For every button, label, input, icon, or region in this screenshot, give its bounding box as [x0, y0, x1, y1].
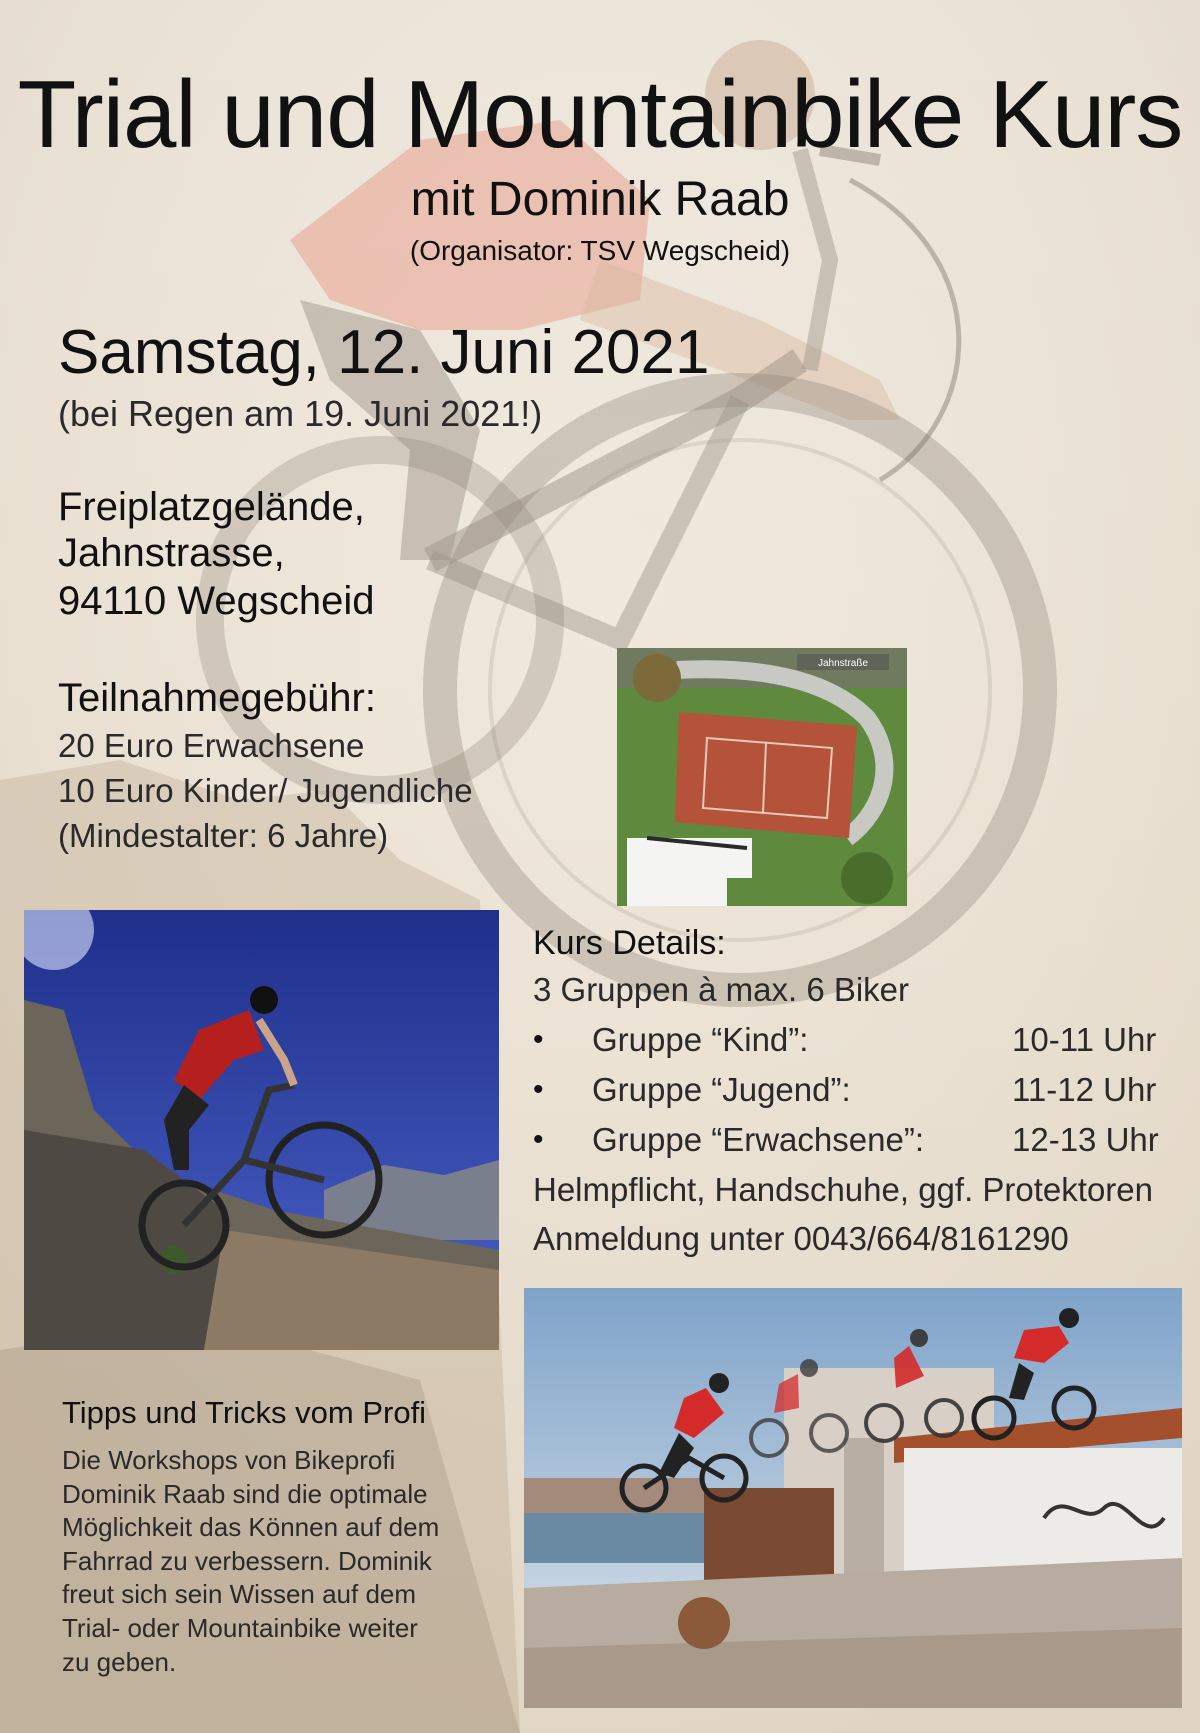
registration-note: Anmeldung unter 0043/664/8161290 — [533, 1220, 1069, 1257]
tips-line: freut sich sein Wissen auf dem — [62, 1579, 417, 1610]
trial-rider-photo — [524, 1288, 1182, 1708]
location-line: 94110 Wegscheid — [58, 579, 375, 623]
group-name: Gruppe “Jugend”: — [592, 1071, 851, 1108]
rain-date-note: (bei Regen am 19. Juni 2021!) — [58, 393, 543, 434]
instructor-subtitle: mit Dominik Raab — [410, 173, 790, 226]
bullet-dot: • — [533, 1073, 544, 1106]
tips-line: zu geben. — [62, 1646, 177, 1677]
tips-line: Möglichkeit das Können auf dem — [62, 1512, 440, 1543]
location-line: Jahnstrasse, — [58, 531, 285, 575]
fee-line: 20 Euro Erwachsene — [58, 727, 365, 764]
organizer-note: (Organisator: TSV Wegscheid) — [409, 235, 791, 266]
mountain-biker-photo — [24, 910, 499, 1350]
fee-line: (Mindestalter: 6 Jahre) — [58, 817, 389, 854]
tips-line: Dominik Raab sind die optimale — [62, 1478, 428, 1509]
group-name: Gruppe “Kind”: — [592, 1021, 809, 1058]
bullet-dot: • — [533, 1023, 544, 1056]
fee-heading: Teilnahmegebühr: — [58, 676, 376, 720]
event-date: Samstag, 12. Juni 2021 — [58, 318, 710, 387]
aerial-map-image — [617, 648, 907, 906]
tips-line: Trial- oder Mountainbike weiter — [62, 1612, 418, 1643]
group-name: Gruppe “Erwachsene”: — [592, 1121, 924, 1158]
page-title: Trial und Mountainbike Kurs — [17, 61, 1183, 168]
group-time: 10-11 Uhr — [1012, 1021, 1157, 1058]
map-street-label: Jahnstraße — [817, 658, 869, 669]
tips-paragraph — [62, 1444, 482, 1679]
group-time: 12-13 Uhr — [1012, 1121, 1159, 1158]
location-line: Freiplatzgelände, — [58, 485, 365, 529]
fee-line: 10 Euro Kinder/ Jugendliche — [58, 772, 473, 809]
course-details-heading: Kurs Details: — [533, 924, 726, 962]
tips-line: Fahrrad zu verbessern. Dominik — [62, 1545, 432, 1576]
group-time: 11-12 Uhr — [1012, 1071, 1157, 1108]
equipment-note: Helmpflicht, Handschuhe, ggf. Protektoren — [533, 1171, 1153, 1208]
groups-info: 3 Gruppen à max. 6 Biker — [533, 971, 910, 1008]
tips-heading: Tipps und Tricks vom Profi — [62, 1395, 427, 1430]
tips-line: Die Workshops von Bikeprofi — [62, 1445, 396, 1475]
bullet-dot: • — [533, 1123, 544, 1156]
